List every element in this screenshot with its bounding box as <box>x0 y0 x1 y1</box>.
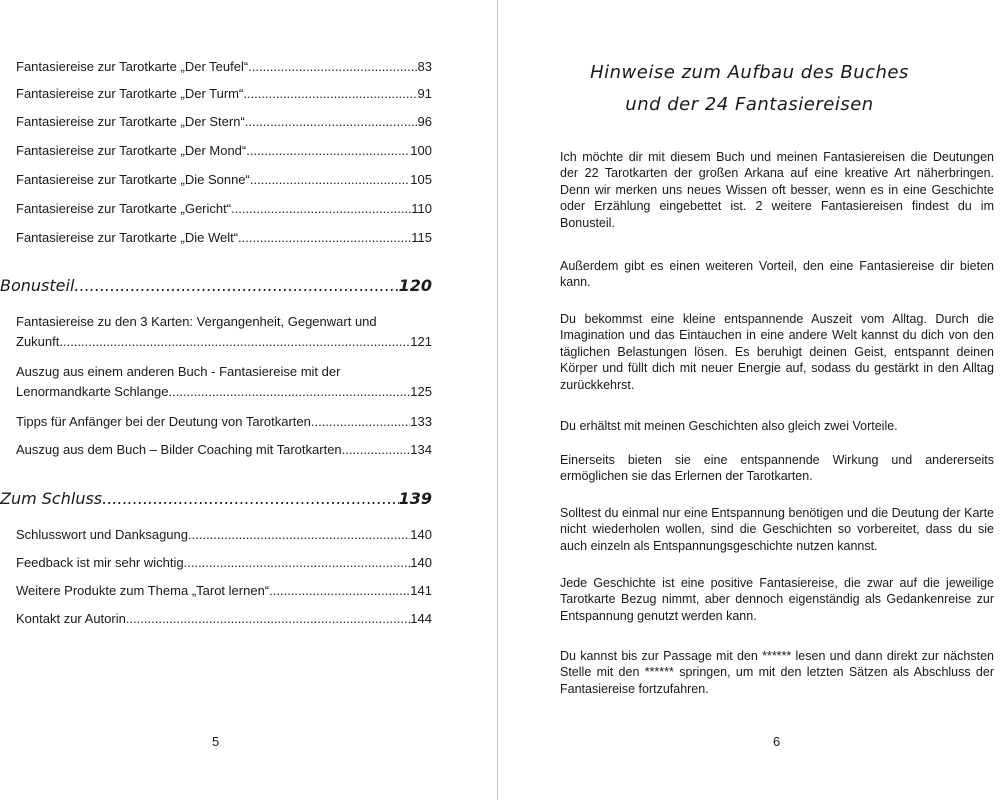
toc-entry-title: Fantasiereise zur Tarotkarte „Der Stern“ <box>16 114 245 129</box>
toc-entry-page: 110 <box>411 201 432 216</box>
toc-entry-page: 125 <box>410 384 432 399</box>
toc-entry-title-line2: Zukunft <box>16 334 60 349</box>
toc-section-end[interactable] <box>0 489 432 508</box>
toc-leader <box>126 609 410 629</box>
chapter-title-line2: und der 24 Fantasiereisen <box>625 94 874 115</box>
toc-leader <box>342 440 411 460</box>
toc-entry[interactable] <box>16 112 432 132</box>
body-paragraph: Einerseits bieten sie eine entspannende Wirkung und andererseits ermöglichen sie das Erlernen der Tarotkarten. <box>560 453 994 484</box>
toc-entry[interactable] <box>16 141 432 161</box>
toc-leader <box>250 170 410 190</box>
toc-entry-title: Tipps für Anfänger bei der Deutung von Tarotkarten <box>16 414 311 429</box>
toc-leader <box>269 581 410 601</box>
body-paragraph: Du erhältst mit meinen Geschichten also gleich zwei Vorteile. <box>560 419 898 433</box>
toc-leader <box>246 141 410 161</box>
toc-entry[interactable] <box>16 170 432 190</box>
page-number: 6 <box>773 734 781 749</box>
toc-leader <box>184 553 411 573</box>
toc-entry-page: 105 <box>410 172 432 187</box>
toc-entry[interactable] <box>16 609 432 629</box>
toc-section-page: 139 <box>398 489 432 508</box>
body-paragraph: Solltest du einmal nur eine Entspannung benötigen und die Deutung der Karte nicht wiederholen wollen, sind die Geschichten so vorbereitet, dass du sie auch einzeln als Entspannungsgeschichte nutzen kannst. <box>560 506 994 553</box>
toc-entry-title-line1: Fantasiereise zu den 3 Karten: Vergangenheit, Gegenwart und <box>16 314 377 329</box>
toc-entry[interactable] <box>16 412 432 432</box>
toc-section-title: Bonusteil <box>0 276 75 295</box>
right-page <box>499 0 1000 800</box>
toc-entry-page: 133 <box>410 414 432 429</box>
toc-entry-title-line2: Lenormandkarte Schlange <box>16 384 169 399</box>
toc-entry[interactable] <box>16 440 432 460</box>
toc-entry-page: 134 <box>410 442 432 457</box>
body-paragraph: Ich möchte dir mit diesem Buch und meinen Fantasiereisen die Deutungen der 22 Tarotkarten der großen Arkana auf eine kreative Art näherbringen. Denn wir merken uns neues Wissen oft besser, wenn es in eine Geschichte oder Erzählung eingebettet ist. 2 weitere Fantasiereisen findest du im Bonusteil. <box>560 150 994 230</box>
toc-section-bonus[interactable] <box>0 276 432 295</box>
toc-entry-page: 141 <box>410 583 432 598</box>
toc-leader <box>243 84 417 104</box>
toc-leader <box>74 276 398 295</box>
page-number: 5 <box>212 734 220 749</box>
toc-entry-title: Auszug aus dem Buch – Bilder Coaching mit Tarotkarten <box>16 442 342 457</box>
toc-leader <box>248 57 417 77</box>
toc-entry-title: Kontakt zur Autorin <box>16 611 126 626</box>
toc-entry-page: 100 <box>410 143 432 158</box>
toc-entry[interactable] <box>16 312 432 352</box>
toc-entry-title-line1: Auszug aus einem anderen Buch - Fantasiereise mit der <box>16 364 341 379</box>
toc-entry[interactable] <box>16 84 432 104</box>
toc-entry-title: Weitere Produkte zum Thema „Tarot lernen“ <box>16 583 270 598</box>
body-paragraph: Jede Geschichte ist eine positive Fantasiereise, die zwar auf die jeweilige Tarotkarte Bezug nimmt, aber dennoch eigenständig als Gedankenreise zur Entspannung genutzt werden kann. <box>560 576 994 623</box>
toc-entry[interactable] <box>16 57 432 77</box>
toc-leader <box>169 382 411 402</box>
toc-entry-page: 140 <box>410 555 432 570</box>
toc-entry-title: Schlusswort und Danksagung <box>16 527 188 542</box>
toc-entry-title: Fantasiereise zur Tarotkarte „Die Sonne“ <box>16 172 250 187</box>
toc-leader <box>311 412 410 432</box>
toc-entry-page: 144 <box>410 611 432 626</box>
toc-entry[interactable] <box>16 362 432 402</box>
toc-entry-page: 121 <box>410 334 432 349</box>
toc-leader <box>231 199 411 219</box>
toc-entry[interactable] <box>16 553 432 573</box>
body-paragraph: Du bekommst eine kleine entspannende Auszeit vom Alltag. Durch die Imagination und das Eintauchen in eine andere Welt kannst du dich von den täglichen Belastungen lösen. Es beruhigt deinen Geist, entspannt deinen Körper und füllt dich mit neuer Energie auf, sodass du gestärkt in den Alltag zurückkehrst. <box>560 312 994 392</box>
toc-entry-title: Fantasiereise zur Tarotkarte „Der Mond“ <box>16 143 247 158</box>
toc-leader <box>245 112 418 132</box>
body-paragraph: Du kannst bis zur Passage mit den ****** lesen und dann direkt zur nächsten Stelle mit den ****** springen, um mit den letzten Sätzen als Abschluss der Fantasiereise fortzufahren. <box>560 649 994 696</box>
toc-entry-page: 140 <box>410 527 432 542</box>
toc-section-title: Zum Schluss <box>0 489 103 508</box>
chapter-title-line1: Hinweise zum Aufbau des Buches <box>590 62 909 83</box>
body-paragraph: Außerdem gibt es einen weiteren Vorteil, den eine Fantasiereise dir bieten kann. <box>560 259 994 290</box>
toc-entry[interactable] <box>16 228 432 248</box>
toc-entry-title: Fantasiereise zur Tarotkarte „Die Welt“ <box>16 230 239 245</box>
toc-entry-page: 96 <box>417 114 432 129</box>
toc-entry-page: 83 <box>417 59 432 74</box>
toc-entry[interactable] <box>16 581 432 601</box>
page-gutter-divider <box>497 0 498 800</box>
toc-entry-title: Fantasiereise zur Tarotkarte „Der Turm“ <box>16 86 244 101</box>
toc-entry-page: 115 <box>411 230 432 245</box>
toc-leader <box>238 228 411 248</box>
toc-entry-title: Feedback ist mir sehr wichtig <box>16 555 184 570</box>
toc-entry[interactable] <box>16 199 432 219</box>
toc-entry[interactable] <box>16 525 432 545</box>
toc-leader <box>102 489 398 508</box>
toc-leader <box>188 525 410 545</box>
left-page <box>0 0 497 800</box>
toc-entry-page: 91 <box>417 86 432 101</box>
toc-entry-title: Fantasiereise zur Tarotkarte „Gericht“ <box>16 201 232 216</box>
toc-leader <box>59 332 410 352</box>
toc-section-page: 120 <box>398 276 432 295</box>
toc-entry-title: Fantasiereise zur Tarotkarte „Der Teufel“ <box>16 59 249 74</box>
